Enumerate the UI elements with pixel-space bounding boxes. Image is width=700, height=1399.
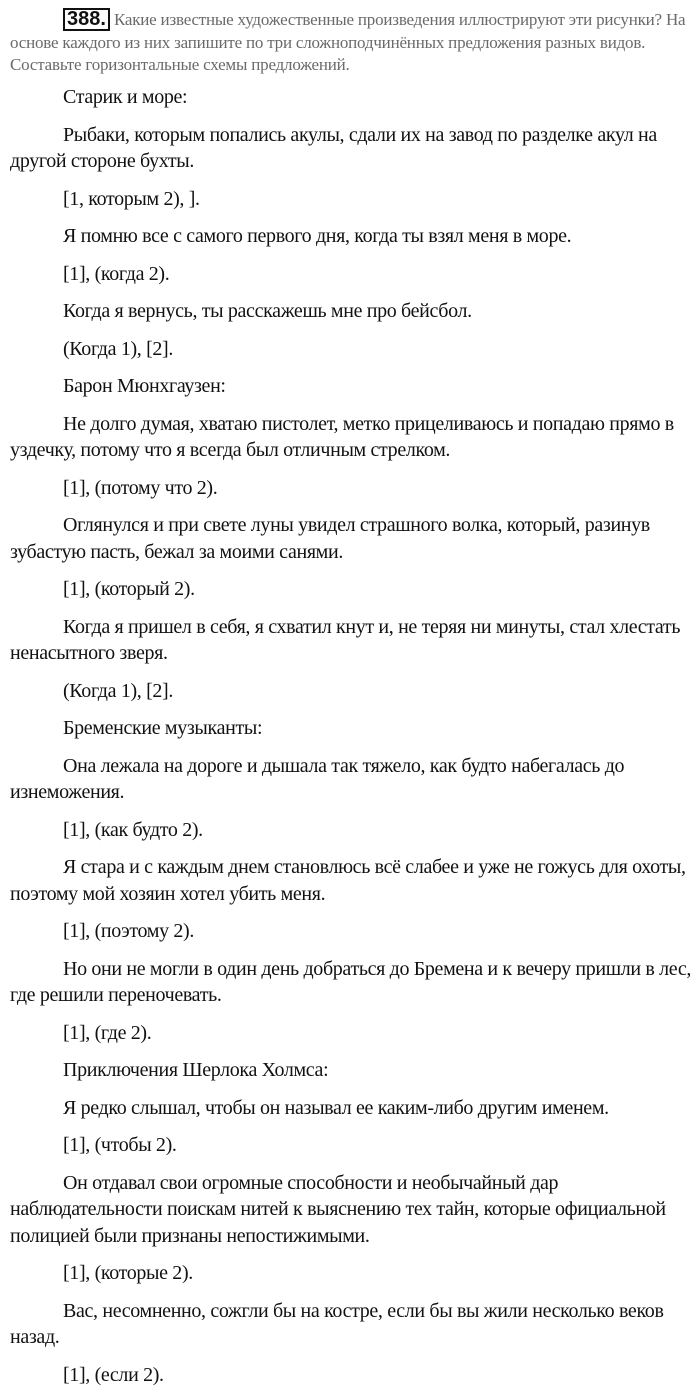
sentence-scheme: [1], (как будто 2).	[63, 818, 203, 841]
sentence: Оглянулся и при свете луны увидел страшного волка, который, разинув зубастую пасть, бежал за моими санями.	[10, 514, 650, 563]
exercise-task	[10, 8, 695, 77]
sentence-scheme: [1], (когда 2).	[63, 262, 170, 285]
sentence: Я редко слышал, чтобы он называл ее каким-либо другим именем.	[63, 1096, 609, 1119]
section-title: Барон Мюнхгаузен:	[63, 375, 226, 397]
sentence: Рыбаки, которым попались акулы, сдали их на завод по разделке акул на другой стороне бухты.	[10, 123, 657, 172]
sentence-scheme: [1], (чтобы 2).	[63, 1134, 177, 1156]
sentence: Когда я пришел в себя, я схватил кнут и, не теряя ни минуты, стал хлестать ненасытного зверя.	[10, 615, 681, 664]
sentence: Он отдавал свои огромные способности и необычайный дар наблюдательности поискам нитей к выяснению тех тайн, которые официальной полицией были признаны непостижимыми.	[10, 1171, 666, 1247]
sentence-scheme: [1], (которые 2).	[63, 1262, 193, 1284]
sentence-scheme: [1], (потому что 2).	[63, 476, 218, 499]
sentence-scheme: [1], (поэтому 2).	[63, 920, 194, 942]
sentence: Я стара и с каждым днем становлюсь всё слабее и уже не гожусь для охоты, поэтому мой хозяин хотел убить меня.	[10, 856, 686, 905]
sentence-scheme: [1], (где 2).	[63, 1021, 152, 1044]
sentence-scheme: [1, которым 2), ].	[63, 187, 200, 210]
sentence-scheme: [1], (если 2).	[63, 1363, 164, 1386]
sentence-scheme: (Когда 1), [2].	[63, 337, 173, 360]
section-title: Приключения Шерлока Холмса:	[63, 1059, 329, 1081]
section-title: Бременские музыканты:	[63, 717, 263, 739]
sentence: Но они не могли в один день добраться до Бремена и к вечеру пришли в лес, где решили переночевать.	[10, 957, 691, 1006]
answer-body	[10, 84, 695, 1399]
section-title: Старик и море:	[63, 86, 188, 108]
sentence: Когда я вернусь, ты расскажешь мне про бейсбол.	[63, 300, 472, 322]
exercise-task-text: Какие известные художественные произведения иллюстрируют эти рисунки? На основе каждого из них запишите по три сложноподчинённых предложения разных видов. Составьте горизонтальные схемы предложений.	[10, 10, 686, 74]
sentence: Я помню все с самого первого дня, когда ты взял меня в море.	[63, 225, 572, 247]
sentence-scheme: (Когда 1), [2].	[63, 679, 173, 702]
sentence: Она лежала на дороге и дышала так тяжело, как будто набегалась до изнеможения.	[10, 754, 625, 803]
sentence: Вас, несомненно, сожгли бы на костре, если бы вы жили несколько веков назад.	[10, 1299, 664, 1348]
sentence-scheme: [1], (который 2).	[63, 578, 195, 600]
sentence: Не долго думая, хватаю пистолет, метко прицеливаюсь и попадаю прямо в уздечку, потому что я всегда был отличным стрелком.	[10, 412, 674, 461]
exercise-number: 388.	[63, 8, 110, 31]
